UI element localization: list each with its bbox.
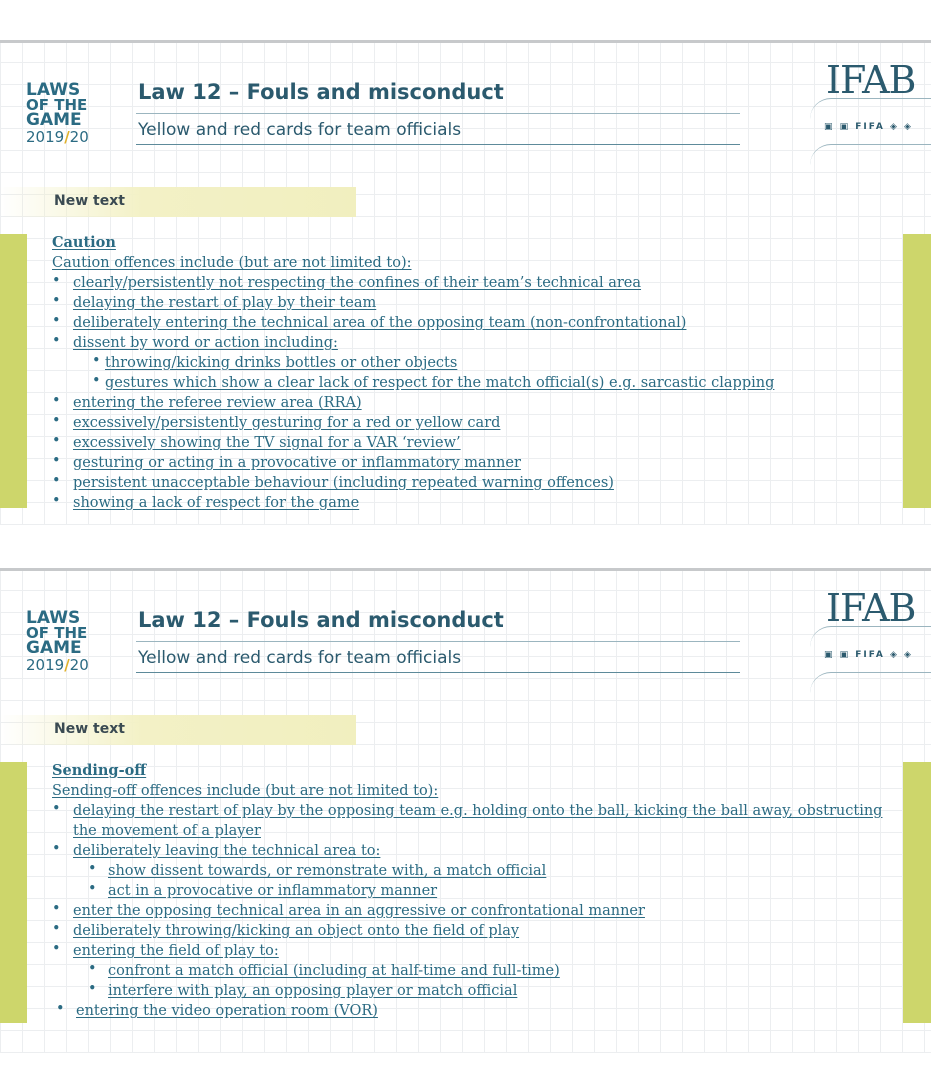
decorative-curve	[810, 144, 931, 165]
divider	[136, 641, 740, 642]
page-subtitle: Yellow and red cards for team officials	[138, 648, 462, 668]
bullet-icon: •	[52, 413, 61, 429]
logo-year: 2019/20	[26, 656, 89, 674]
bullet-icon: •	[52, 273, 61, 289]
bullet-icon: •	[52, 433, 61, 449]
bullet-icon: •	[52, 941, 61, 957]
section-intro: Sending-off offences include (but are not limited to):	[52, 783, 439, 799]
bullet-icon: •	[56, 1001, 65, 1017]
member-associations-icon: ▣ ▣ FIFA ◈ ◈	[824, 650, 913, 660]
laws-of-the-game-logo: LAWS OF THE GAME 2019/20	[26, 608, 89, 674]
left-accent-bar	[0, 234, 27, 508]
slide-sending-off	[0, 568, 931, 1053]
bullet-icon: •	[52, 293, 61, 309]
top-border	[0, 40, 931, 43]
section-intro: Caution offences include (but are not limited to):	[52, 255, 412, 271]
bullet-icon: •	[52, 921, 61, 937]
divider	[136, 672, 740, 673]
right-accent-bar	[903, 234, 931, 508]
list-item: showing a lack of respect for the game	[73, 495, 360, 511]
list-item-continuation: the movement of a player	[73, 823, 261, 839]
bullet-icon: •	[52, 493, 61, 509]
new-text-badge: New text	[0, 715, 356, 745]
list-item: delaying the restart of play by the opposing team e.g. holding onto the ball, kicking the ball away, obstructing	[73, 803, 883, 819]
list-item: deliberately throwing/kicking an object onto the field of play	[73, 923, 520, 939]
page-title: Law 12 – Fouls and misconduct	[138, 80, 504, 104]
list-item: persistent unacceptable behaviour (including repeated warning offences)	[73, 475, 614, 491]
decorative-curve	[810, 98, 931, 119]
logo-year: 2019/20	[26, 128, 89, 146]
bullet-icon: •	[52, 801, 61, 817]
section-heading: Caution	[52, 234, 116, 251]
sub-list-item: confront a match official (including at half-time and full-time)	[108, 963, 560, 979]
list-item: deliberately leaving the technical area to:	[73, 843, 381, 859]
list-item: entering the referee review area (RRA)	[73, 395, 362, 411]
bullet-icon: •	[52, 313, 61, 329]
decorative-curve	[810, 672, 931, 693]
left-accent-bar	[0, 762, 27, 1023]
ifab-logo: IFAB	[826, 58, 916, 102]
list-item: deliberately entering the technical area of the opposing team (non-confrontational)	[73, 315, 687, 331]
bullet-icon: •	[52, 393, 61, 409]
decorative-curve	[810, 626, 931, 647]
list-item: excessively showing the TV signal for a VAR ‘review’	[73, 435, 461, 451]
right-accent-bar	[903, 762, 931, 1023]
sub-list-item: gestures which show a clear lack of respect for the match official(s) e.g. sarcastic clapping	[105, 375, 775, 391]
sub-list-item: show dissent towards, or remonstrate with, a match official	[108, 863, 547, 879]
bullet-icon: •	[52, 841, 61, 857]
list-item: entering the field of play to:	[73, 943, 279, 959]
sub-list-item: act in a provocative or inflammatory manner	[108, 883, 438, 899]
list-item: delaying the restart of play by their team	[73, 295, 377, 311]
bullet-icon: •	[92, 373, 101, 389]
bullet-icon: •	[88, 981, 97, 997]
bullet-icon: •	[52, 333, 61, 349]
list-item: dissent by word or action including:	[73, 335, 338, 351]
bullet-icon: •	[52, 473, 61, 489]
section-heading: Sending-off	[52, 762, 147, 779]
laws-of-the-game-logo: LAWS OF THE GAME 2019/20	[26, 80, 89, 146]
slide-caution	[0, 40, 931, 525]
sub-list-item: interfere with play, an opposing player or match official	[108, 983, 518, 999]
bullet-icon: •	[52, 901, 61, 917]
sub-list-item: throwing/kicking drinks bottles or other objects	[105, 355, 458, 371]
list-item: excessively/persistently gesturing for a red or yellow card	[73, 415, 501, 431]
list-item: enter the opposing technical area in an aggressive or confrontational manner	[73, 903, 645, 919]
member-associations-icon: ▣ ▣ FIFA ◈ ◈	[824, 122, 913, 132]
list-item: gesturing or acting in a provocative or inflammatory manner	[73, 455, 521, 471]
page-subtitle: Yellow and red cards for team officials	[138, 120, 462, 140]
page-title: Law 12 – Fouls and misconduct	[138, 608, 504, 632]
list-item: entering the video operation room (VOR)	[76, 1003, 378, 1019]
bullet-icon: •	[92, 353, 101, 369]
bullet-icon: •	[88, 961, 97, 977]
bullet-icon: •	[52, 453, 61, 469]
divider	[136, 113, 740, 114]
list-item: clearly/persistently not respecting the confines of their team’s technical area	[73, 275, 642, 291]
new-text-badge: New text	[0, 187, 356, 217]
divider	[136, 144, 740, 145]
ifab-logo: IFAB	[826, 586, 916, 630]
bullet-icon: •	[88, 881, 97, 897]
bullet-icon: •	[88, 861, 97, 877]
top-border	[0, 568, 931, 571]
